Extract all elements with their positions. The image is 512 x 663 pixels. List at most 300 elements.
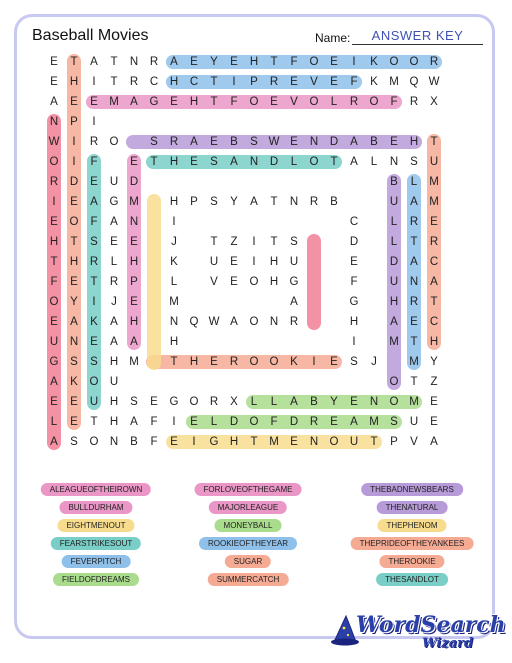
- grid-letter: E: [170, 436, 178, 448]
- grid-letter: W: [48, 136, 60, 148]
- grid-letter: A: [90, 56, 98, 68]
- grid-letter: I: [312, 356, 316, 368]
- grid-letter: F: [350, 276, 358, 288]
- grid-letter: L: [370, 156, 378, 168]
- grid-letter: E: [290, 436, 298, 448]
- grid-letter: S: [150, 136, 158, 148]
- logo-text-wordsearch: WordSearch: [356, 612, 506, 638]
- grid-letter: S: [250, 136, 258, 148]
- grid-letter: A: [390, 316, 398, 328]
- grid-letter: E: [130, 156, 138, 168]
- grid-letter: E: [190, 156, 198, 168]
- grid-letter: H: [389, 296, 399, 308]
- word-list-item: THEPRIDEOFTHEYANKEES: [351, 537, 474, 550]
- grid-letter: E: [330, 356, 338, 368]
- grid-letter: J: [111, 296, 117, 308]
- grid-letter: L: [170, 276, 178, 288]
- grid-letter: C: [149, 76, 159, 88]
- grid-letter: O: [69, 216, 79, 228]
- grid-letter: I: [352, 56, 356, 68]
- wordsearch-wizard-logo: [330, 608, 506, 652]
- grid-letter: R: [209, 396, 219, 408]
- grid-letter: S: [70, 356, 78, 368]
- grid-letter: W: [268, 136, 280, 148]
- grid-letter: E: [70, 196, 78, 208]
- grid-letter: E: [350, 256, 358, 268]
- grid-letter: R: [409, 296, 419, 308]
- grid-letter: E: [330, 416, 338, 428]
- grid-letter: P: [70, 116, 78, 128]
- grid-letter: N: [249, 156, 259, 168]
- grid-letter: G: [149, 96, 159, 108]
- grid-letter: O: [249, 356, 259, 368]
- grid-letter: U: [409, 416, 419, 428]
- grid-letter: A: [230, 316, 238, 328]
- grid-letter: T: [270, 196, 278, 208]
- grid-letter: E: [50, 316, 58, 328]
- grid-letter: I: [52, 196, 56, 208]
- grid-letter: N: [69, 336, 79, 348]
- grid-letter: Y: [430, 356, 438, 368]
- grid-letter: Y: [70, 296, 78, 308]
- grid-letter: G: [289, 276, 299, 288]
- grid-letter: O: [109, 136, 119, 148]
- grid-letter: O: [269, 356, 279, 368]
- grid-letter: U: [109, 376, 119, 388]
- grid-letter: H: [269, 256, 279, 268]
- grid-letter: H: [189, 356, 199, 368]
- grid-letter: E: [50, 396, 58, 408]
- grid-letter: T: [50, 256, 58, 268]
- grid-letter: I: [172, 216, 176, 228]
- grid-letter: M: [429, 196, 439, 208]
- grid-letter: E: [70, 96, 78, 108]
- word-list-item: ALEAGUEOFTHEIROWN: [41, 483, 151, 496]
- word-list-item: EIGHTMENOUT: [57, 519, 134, 532]
- grid-letter: L: [110, 256, 118, 268]
- grid-letter: H: [169, 196, 179, 208]
- grid-letter: T: [270, 56, 278, 68]
- grid-letter: M: [269, 436, 279, 448]
- grid-letter: R: [309, 196, 319, 208]
- grid-letter: E: [110, 236, 118, 248]
- grid-letter: R: [89, 256, 99, 268]
- grid-letter: A: [110, 216, 118, 228]
- grid-letter: V: [290, 96, 298, 108]
- grid-letter: T: [110, 56, 118, 68]
- grid-letter: U: [429, 156, 439, 168]
- grid-letter: H: [349, 316, 359, 328]
- grid-letter: A: [190, 136, 198, 148]
- grid-letter: O: [49, 296, 59, 308]
- grid-letter: O: [389, 396, 399, 408]
- grid-letter: E: [90, 176, 98, 188]
- grid-letter: A: [110, 316, 118, 328]
- grid-letter: I: [252, 256, 256, 268]
- grid-letter: F: [150, 436, 158, 448]
- grid-letter: I: [232, 76, 236, 88]
- grid-letter: M: [129, 196, 139, 208]
- grid-letter: M: [369, 416, 379, 428]
- grid-letter: A: [50, 436, 58, 448]
- grid-letter: V: [410, 436, 418, 448]
- grid-letter: R: [129, 76, 139, 88]
- grid-letter: M: [129, 356, 139, 368]
- word-list-item: SUMMERCATCH: [208, 573, 289, 586]
- grid-letter: H: [429, 336, 439, 348]
- grid-letter: E: [190, 416, 198, 428]
- grid-letter: V: [310, 76, 318, 88]
- grid-letter: E: [290, 76, 298, 88]
- grid-letter: W: [208, 316, 220, 328]
- grid-letter: C: [189, 76, 199, 88]
- grid-letter: Y: [330, 396, 338, 408]
- grid-letter: R: [149, 56, 159, 68]
- grid-letter: H: [169, 336, 179, 348]
- grid-letter: L: [50, 416, 58, 428]
- grid-letter: E: [70, 276, 78, 288]
- grid-letter: D: [329, 136, 339, 148]
- grid-letter: T: [210, 236, 218, 248]
- grid-letter: O: [409, 56, 419, 68]
- grid-letter: R: [89, 136, 99, 148]
- grid-letter: T: [210, 76, 218, 88]
- grid-letter: F: [270, 416, 278, 428]
- grid-letter: A: [410, 196, 418, 208]
- grid-letter: M: [389, 336, 399, 348]
- grid-letter: T: [210, 96, 218, 108]
- grid-letter: S: [70, 436, 78, 448]
- letter-grid: [44, 52, 444, 452]
- grid-letter: A: [230, 156, 238, 168]
- grid-letter: E: [50, 216, 58, 228]
- word-list-item: THEBADNEWSBEARS: [361, 483, 463, 496]
- grid-letter: W: [428, 76, 440, 88]
- grid-letter: L: [290, 156, 298, 168]
- grid-letter: H: [169, 156, 179, 168]
- grid-letter: E: [410, 316, 418, 328]
- grid-letter: O: [369, 96, 379, 108]
- grid-letter: K: [290, 356, 298, 368]
- grid-letter: T: [90, 416, 98, 428]
- grid-letter: F: [150, 416, 158, 428]
- grid-letter: T: [70, 236, 78, 248]
- grid-letter: E: [390, 136, 398, 148]
- grid-letter: S: [410, 156, 418, 168]
- grid-letter: H: [69, 256, 79, 268]
- grid-letter: E: [130, 296, 138, 308]
- grid-letter: A: [90, 196, 98, 208]
- word-list-item: FORLOVEOFTHEGAME: [195, 483, 302, 496]
- grid-letter: H: [109, 396, 119, 408]
- grid-letter: A: [110, 336, 118, 348]
- word-list-item: FEVERPITCH: [62, 555, 131, 568]
- grid-letter: F: [50, 276, 58, 288]
- grid-letter: O: [89, 376, 99, 388]
- grid-letter: E: [50, 56, 58, 68]
- grid-letter: T: [150, 156, 158, 168]
- grid-letter: T: [170, 356, 178, 368]
- grid-letter: B: [230, 136, 238, 148]
- grid-letter: L: [210, 416, 218, 428]
- grid-letter: O: [309, 96, 319, 108]
- grid-letter: E: [270, 96, 278, 108]
- grid-letter: O: [249, 416, 259, 428]
- grid-letter: R: [409, 216, 419, 228]
- grid-letter: I: [192, 436, 196, 448]
- grid-letter: A: [50, 376, 58, 388]
- grid-letter: A: [70, 316, 78, 328]
- grid-letter: R: [429, 236, 439, 248]
- grid-letter: A: [430, 276, 438, 288]
- grid-letter: H: [249, 56, 259, 68]
- grid-letter: H: [189, 96, 199, 108]
- grid-letter: F: [390, 96, 398, 108]
- grid-letter: D: [69, 176, 79, 188]
- grid-letter: R: [109, 276, 119, 288]
- grid-letter: A: [430, 436, 438, 448]
- grid-letter: C: [429, 316, 439, 328]
- grid-letter: E: [70, 416, 78, 428]
- grid-letter: N: [129, 56, 139, 68]
- grid-letter: U: [89, 396, 99, 408]
- grid-letter: E: [210, 136, 218, 148]
- grid-letter: A: [350, 136, 358, 148]
- name-label: Name:: [315, 31, 351, 45]
- grid-letter: P: [190, 196, 198, 208]
- grid-letter: F: [230, 96, 238, 108]
- grid-letter: D: [349, 236, 359, 248]
- grid-letter: U: [349, 436, 359, 448]
- grid-letter: N: [129, 216, 139, 228]
- grid-letter: R: [169, 136, 179, 148]
- grid-letter: U: [109, 176, 119, 188]
- grid-letter: I: [172, 416, 176, 428]
- grid-letter: K: [170, 256, 178, 268]
- grid-letter: N: [309, 136, 319, 148]
- grid-letter: A: [170, 56, 178, 68]
- grid-letter: C: [429, 256, 439, 268]
- grid-letter: F: [350, 76, 358, 88]
- grid-letter: A: [290, 396, 298, 408]
- grid-letter: C: [349, 216, 359, 228]
- grid-letter: G: [349, 296, 359, 308]
- grid-letter: E: [90, 96, 98, 108]
- grid-letter: M: [409, 396, 419, 408]
- grid-letter: N: [49, 116, 59, 128]
- grid-letter: R: [289, 316, 299, 328]
- grid-letter: S: [350, 356, 358, 368]
- grid-letter: V: [210, 276, 218, 288]
- grid-letter: L: [390, 236, 398, 248]
- grid-letter: E: [70, 396, 78, 408]
- grid-letter: E: [150, 396, 158, 408]
- name-field[interactable]: ANSWER KEY: [352, 28, 483, 45]
- grid-letter: E: [230, 56, 238, 68]
- grid-letter: Q: [409, 76, 419, 88]
- grid-letter: R: [49, 176, 59, 188]
- grid-letter: B: [390, 176, 398, 188]
- grid-letter: G: [109, 196, 119, 208]
- grid-letter: G: [49, 356, 59, 368]
- grid-letter: A: [250, 196, 258, 208]
- grid-letter: T: [270, 236, 278, 248]
- grid-letter: H: [229, 436, 239, 448]
- grid-letter: S: [210, 196, 218, 208]
- grid-letter: I: [72, 156, 76, 168]
- word-list-item: THEPHENOM: [377, 519, 446, 532]
- grid-letter: X: [430, 96, 438, 108]
- word-list-item: THEROOKIE: [379, 555, 444, 568]
- grid-letter: Y: [210, 56, 218, 68]
- grid-letter: M: [389, 76, 399, 88]
- grid-letter: E: [230, 276, 238, 288]
- grid-letter: T: [430, 136, 438, 148]
- grid-letter: H: [69, 76, 79, 88]
- word-list-item: ROOKIEOFTHEYEAR: [199, 537, 297, 550]
- grid-letter: I: [252, 236, 256, 248]
- grid-letter: S: [210, 156, 218, 168]
- grid-letter: A: [350, 156, 358, 168]
- grid-letter: T: [330, 156, 338, 168]
- grid-letter: A: [350, 416, 358, 428]
- grid-letter: R: [349, 96, 359, 108]
- logo-text-wizard: Wizard: [422, 636, 474, 651]
- grid-letter: K: [90, 316, 98, 328]
- grid-letter: H: [49, 236, 59, 248]
- grid-letter: E: [170, 96, 178, 108]
- grid-letter: T: [110, 76, 118, 88]
- grid-letter: E: [330, 56, 338, 68]
- grid-letter: Z: [430, 376, 438, 388]
- grid-letter: P: [130, 276, 138, 288]
- grid-letter: R: [309, 416, 319, 428]
- grid-letter: I: [92, 116, 96, 128]
- grid-letter: T: [250, 436, 258, 448]
- grid-letter: O: [49, 156, 59, 168]
- grid-letter: A: [50, 96, 58, 108]
- word-list-item: THESANDLOT: [376, 573, 448, 586]
- grid-letter: D: [229, 416, 239, 428]
- grid-letter: O: [249, 96, 259, 108]
- grid-letter: N: [389, 156, 399, 168]
- grid-letter: P: [250, 76, 258, 88]
- grid-letter: I: [72, 136, 76, 148]
- grid-letter: Q: [189, 316, 199, 328]
- grid-letter: O: [189, 396, 199, 408]
- grid-letter: N: [269, 316, 279, 328]
- grid-letter: T: [410, 376, 418, 388]
- grid-letter: M: [169, 296, 179, 308]
- grid-letter: T: [90, 276, 98, 288]
- grid-letter: H: [109, 356, 119, 368]
- grid-letter: D: [389, 256, 399, 268]
- grid-letter: A: [410, 256, 418, 268]
- grid-letter: E: [430, 216, 438, 228]
- grid-letter: E: [330, 76, 338, 88]
- grid-letter: X: [230, 396, 238, 408]
- grid-letter: E: [50, 76, 58, 88]
- grid-letter: Z: [230, 236, 238, 248]
- grid-letter: K: [70, 376, 78, 388]
- grid-letter: H: [169, 76, 179, 88]
- grid-letter: S: [290, 236, 298, 248]
- grid-letter: K: [370, 56, 378, 68]
- grid-letter: B: [370, 136, 378, 148]
- grid-letter: K: [370, 76, 378, 88]
- grid-letter: J: [171, 236, 177, 248]
- grid-letter: H: [109, 416, 119, 428]
- grid-letter: R: [429, 56, 439, 68]
- grid-letter: M: [409, 356, 419, 368]
- word-list-item: BULLDURHAM: [59, 501, 132, 514]
- grid-letter: S: [90, 356, 98, 368]
- grid-letter: N: [289, 196, 299, 208]
- grid-letter: G: [209, 436, 219, 448]
- grid-letter: Y: [230, 196, 238, 208]
- grid-letter: E: [290, 136, 298, 148]
- word-list-item: MAJORLEAGUE: [209, 501, 287, 514]
- grid-letter: U: [389, 196, 399, 208]
- grid-letter: E: [430, 416, 438, 428]
- grid-letter: N: [409, 276, 419, 288]
- grid-letter: I: [352, 336, 356, 348]
- grid-letter: H: [129, 316, 139, 328]
- grid-letter: E: [130, 236, 138, 248]
- grid-letter: L: [330, 96, 338, 108]
- grid-letter: H: [269, 276, 279, 288]
- grid-letter: T: [410, 236, 418, 248]
- grid-letter: R: [409, 96, 419, 108]
- grid-letter: U: [49, 336, 59, 348]
- grid-letter: T: [70, 56, 78, 68]
- grid-letter: O: [89, 436, 99, 448]
- grid-letter: A: [130, 336, 138, 348]
- grid-letter: I: [92, 76, 96, 88]
- grid-letter: F: [90, 216, 98, 228]
- grid-letter: E: [230, 256, 238, 268]
- grid-letter: D: [269, 156, 279, 168]
- grid-letter: J: [371, 356, 377, 368]
- grid-letter: U: [209, 256, 219, 268]
- grid-letter: M: [109, 96, 119, 108]
- grid-letter: N: [109, 436, 119, 448]
- word-list-item: FEARSTRIKESOUT: [51, 537, 141, 550]
- grid-letter: T: [370, 436, 378, 448]
- grid-letter: N: [169, 316, 179, 328]
- grid-letter: D: [289, 416, 299, 428]
- grid-letter: A: [130, 96, 138, 108]
- grid-letter: O: [309, 156, 319, 168]
- grid-letter: F: [90, 156, 98, 168]
- grid-letter: I: [92, 296, 96, 308]
- grid-letter: P: [390, 436, 398, 448]
- page-title: Baseball Movies: [32, 27, 149, 44]
- grid-letter: U: [389, 276, 399, 288]
- grid-letter: O: [309, 56, 319, 68]
- grid-letter: U: [289, 256, 299, 268]
- grid-letter: O: [389, 376, 399, 388]
- word-list-item: FIELDOFDREAMS: [53, 573, 139, 586]
- grid-letter: N: [369, 396, 379, 408]
- word-list-item: MONEYBALL: [215, 519, 282, 532]
- grid-letter: O: [389, 56, 399, 68]
- grid-letter: O: [249, 316, 259, 328]
- grid-letter: O: [329, 436, 339, 448]
- grid-letter: M: [429, 176, 439, 188]
- grid-letter: E: [350, 396, 358, 408]
- grid-letter: L: [410, 176, 418, 188]
